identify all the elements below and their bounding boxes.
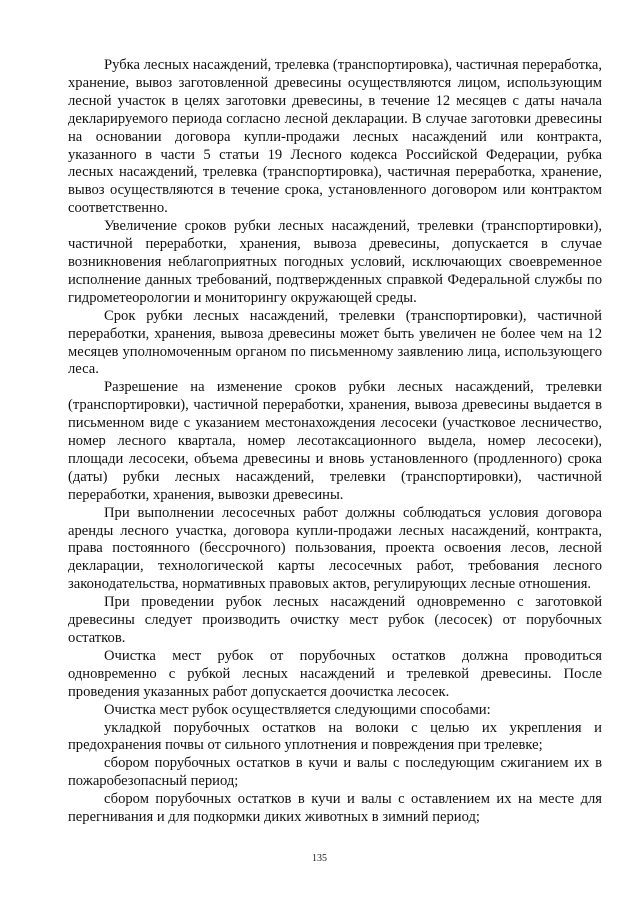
- paragraph-cleaning-required: При проведении рубок лесных насаждений одновременно с заготовкой древесины следует производить очистку мест рубок (лесосек) от порубочных остатков.: [68, 594, 602, 646]
- paragraph-cleaning-methods: Очистка мест рубок осуществляется следующими способами:: [104, 701, 491, 718]
- paragraph-cleaning-simultaneous: Очистка мест рубок от порубочных остатков должна проводиться одновременно с рубкой лесных насаждений и трелевкой древесины. После проведения указанных работ допускается доочистка лесосек.: [68, 647, 602, 700]
- list-item-method-decay: сбором порубочных остатков в кучи и валы с оставлением их на месте для перегнивания и для подкормки диких животных в зимний период;: [68, 791, 602, 826]
- paragraph-term-increase: Увеличение сроков рубки лесных насаждений, трелевки (транспортировки), частичной переработки, хранения, вывоза древесины, допускается в случае возникновения неблагоприятных погодных условий, исключающих своевременное исполнение данных требований, подтвержденных справкой Федеральной службы по гидрометеорологии и мониторингу окружающей среды.: [68, 218, 602, 306]
- page-number: 135: [312, 853, 327, 864]
- paragraph-conditions: При выполнении лесосечных работ должны соблюдаться условия договора аренды лесного участка, договора купли-продажи лесных насаждений, контракта, права постоянного (бессрочного) пользования, проекта освоения лесов, лесной декларации, технологической карты лесосечных работ, требования лесного законодательства, нормативных правовых актов, регулирующих лесные отношения.: [68, 504, 602, 593]
- list-item-method-skid-trails: укладкой порубочных остатков на волоки с целью их укрепления и предохранения почвы от сильного уплотнения и повреждения при трелевке;: [68, 719, 602, 754]
- paragraph-logging-terms: Рубка лесных насаждений, трелевка (транспортировка), частичная переработка, хранение, вывоз заготовленной древесины осуществляются лицом, использующим лесной участок в целях заготовки древесины, в течение 12 месяцев с даты начала декларируемого периода согласно лесной декларации. В случае заготовки древесины на основании договора купли-продажи лесных насаждений или контракта, указанного в части 5 статьи 19 Лесного кодекса Российской Федерации, рубка лесных насаждений, трелевка (транспортировка), частичная переработка, хранение, вывоз осуществляются в течение срока, установленного договором или контрактом соответственно.: [68, 57, 602, 217]
- list-item-method-burning: сбором порубочных остатков в кучи и валы с последующим сжиганием их в пожаробезопасный период;: [68, 755, 602, 790]
- body-text: [68, 57, 602, 827]
- paragraph-permission: Разрешение на изменение сроков рубки лесных насаждений, трелевки (транспортировки), частичной переработки, хранения, вывоза древесины выдается в письменном виде с указанием местонахождения лесосеки (участковое лесничество, номер лесного квартала, номер лесотаксационного выдела, номер лесосеки), площади лесосеки, объема древесины и вновь установленного (продленного) срока (даты) рубки лесных насаждений, трелевки (транспортировки), частичной переработки, хранения, вывозки древесины.: [68, 379, 602, 503]
- paragraph-term-extension: Срок рубки лесных насаждений, трелевки (транспортировки), частичной переработки, хранения, вывоза древесины может быть увеличен не более чем на 12 месяцев уполномоченным органом по письменному заявлению лица, использующего леса.: [68, 307, 602, 378]
